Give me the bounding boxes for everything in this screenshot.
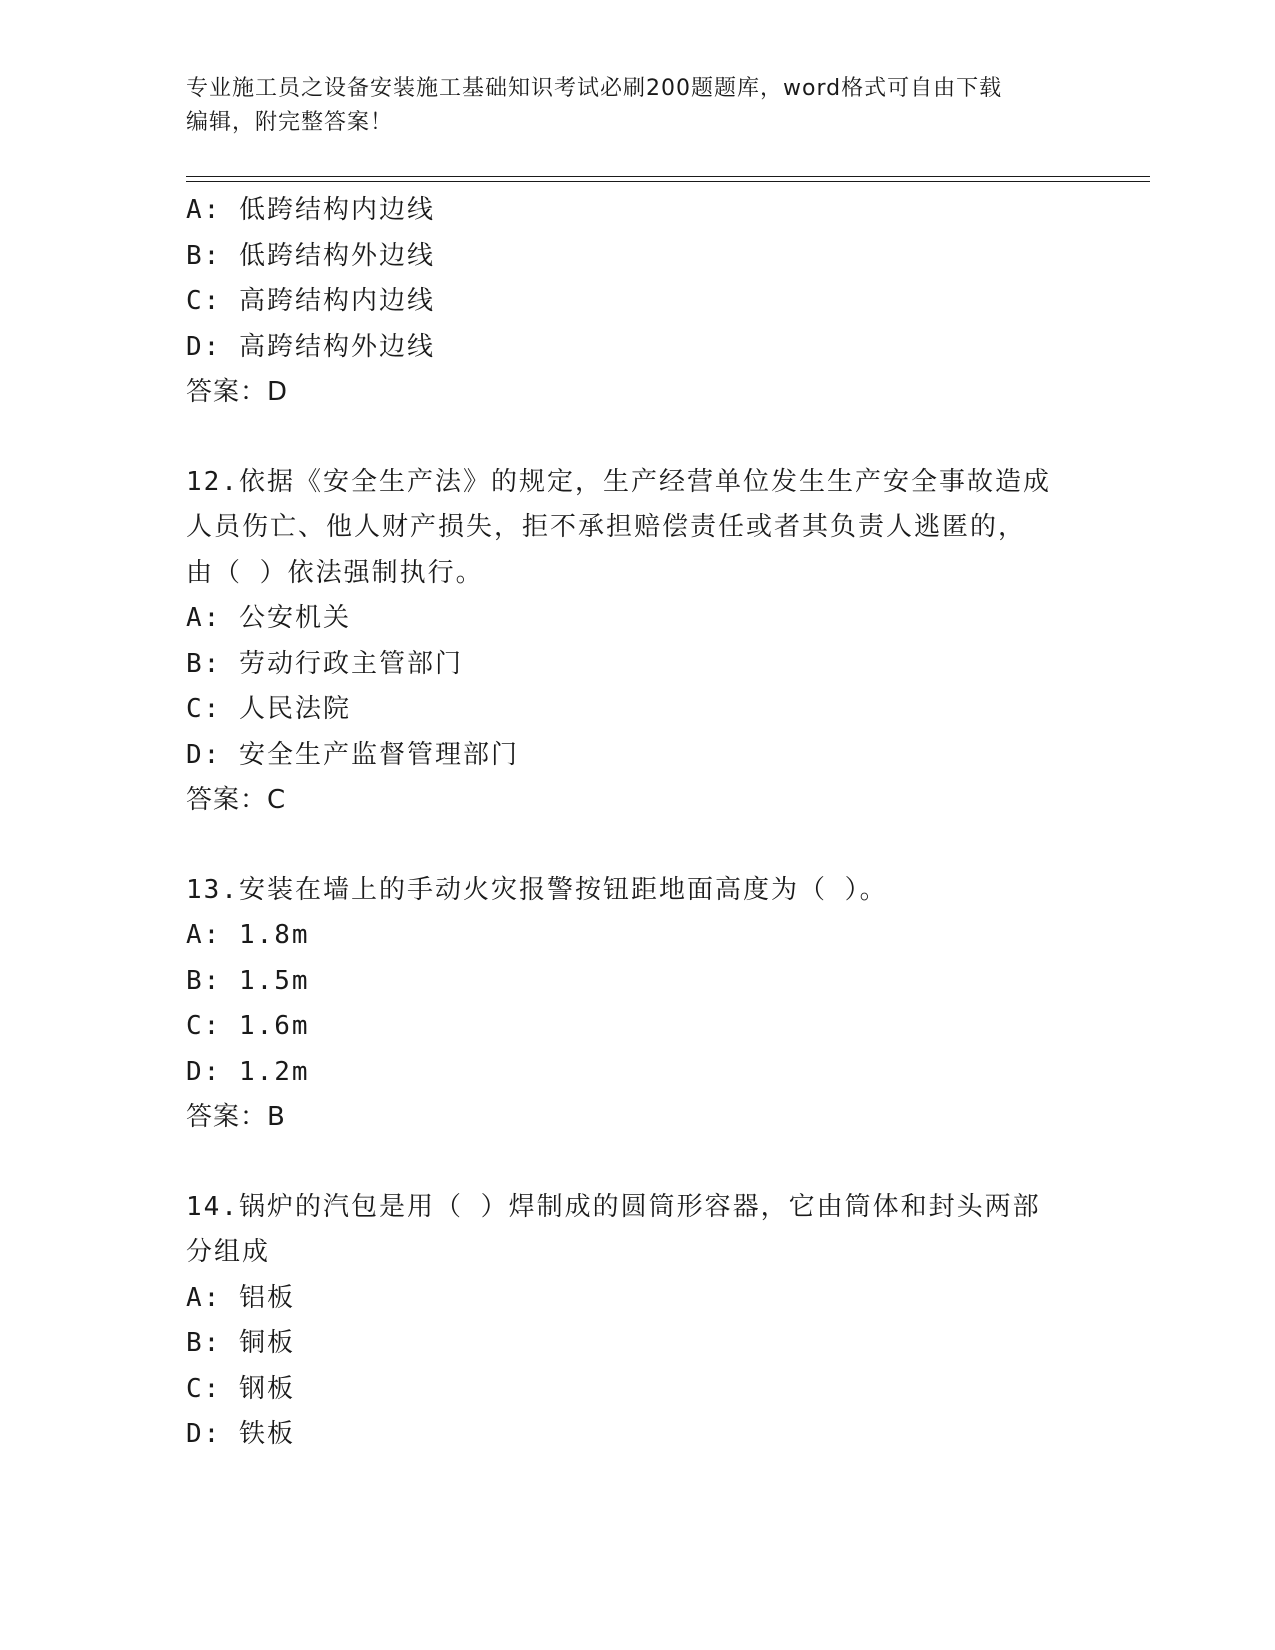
question-text-line: 分组成: [186, 1237, 271, 1267]
spacer: [186, 416, 1086, 460]
option-c: C: 高跨结构内边线: [186, 286, 435, 316]
header-divider-bottom: [186, 181, 1150, 182]
option-a: A: 铝板: [186, 1282, 295, 1313]
option-a: A: 公安机关: [186, 603, 351, 633]
option-d: D: 安全生产监督管理部门: [186, 739, 519, 770]
option-d: D: 高跨结构外边线: [186, 331, 435, 362]
header-divider-top: [186, 176, 1150, 177]
spacer: [186, 1141, 1086, 1185]
question-text-line: 14.锅炉的汽包是用（ ）焊制成的圆筒形容器，它由筒体和封头两部: [186, 1191, 1041, 1222]
header-line-1: 专业施工员之设备安装施工基础知识考试必刷200题题库，word格式可自由下载: [186, 76, 1003, 101]
question-14: [186, 1185, 1086, 1458]
document-header: [186, 72, 1066, 140]
answer-text: 答案：D: [186, 377, 289, 407]
option-c: C: 人民法院: [186, 694, 351, 724]
option-d: D: 铁板: [186, 1419, 295, 1449]
option-a: A: 1.8m: [186, 920, 310, 950]
question-11: [186, 188, 1086, 416]
question-text-line: 13.安装在墙上的手动火灾报警按钮距地面高度为（ ）。: [186, 874, 888, 905]
option-b: B: 1.5m: [186, 965, 310, 996]
question-text-line: 人员伤亡、他人财产损失，拒不承担赔偿责任或者其负责人逃匿的，: [186, 512, 1027, 542]
option-a: A: 低跨结构内边线: [186, 195, 435, 225]
question-text-line: 12.依据《安全生产法》的规定，生产经营单位发生生产安全事故造成: [186, 466, 1051, 497]
option-c: C: 1.6m: [186, 1011, 310, 1041]
question-13: [186, 868, 1086, 1141]
option-b: B: 低跨结构外边线: [186, 240, 435, 271]
option-d: D: 1.2m: [186, 1056, 310, 1087]
question-text-line: 由（ ）依法强制执行。: [186, 557, 484, 588]
option-c: C: 钢板: [186, 1373, 295, 1404]
option-b: B: 铜板: [186, 1328, 295, 1358]
document-body: [186, 188, 1086, 1458]
question-12: [186, 460, 1086, 824]
answer-text: 答案：B: [186, 1102, 286, 1132]
header-line-2: 编辑，附完整答案！: [186, 110, 394, 135]
answer-text: 答案：C: [186, 785, 287, 815]
spacer: [186, 824, 1086, 868]
option-b: B: 劳动行政主管部门: [186, 648, 463, 679]
